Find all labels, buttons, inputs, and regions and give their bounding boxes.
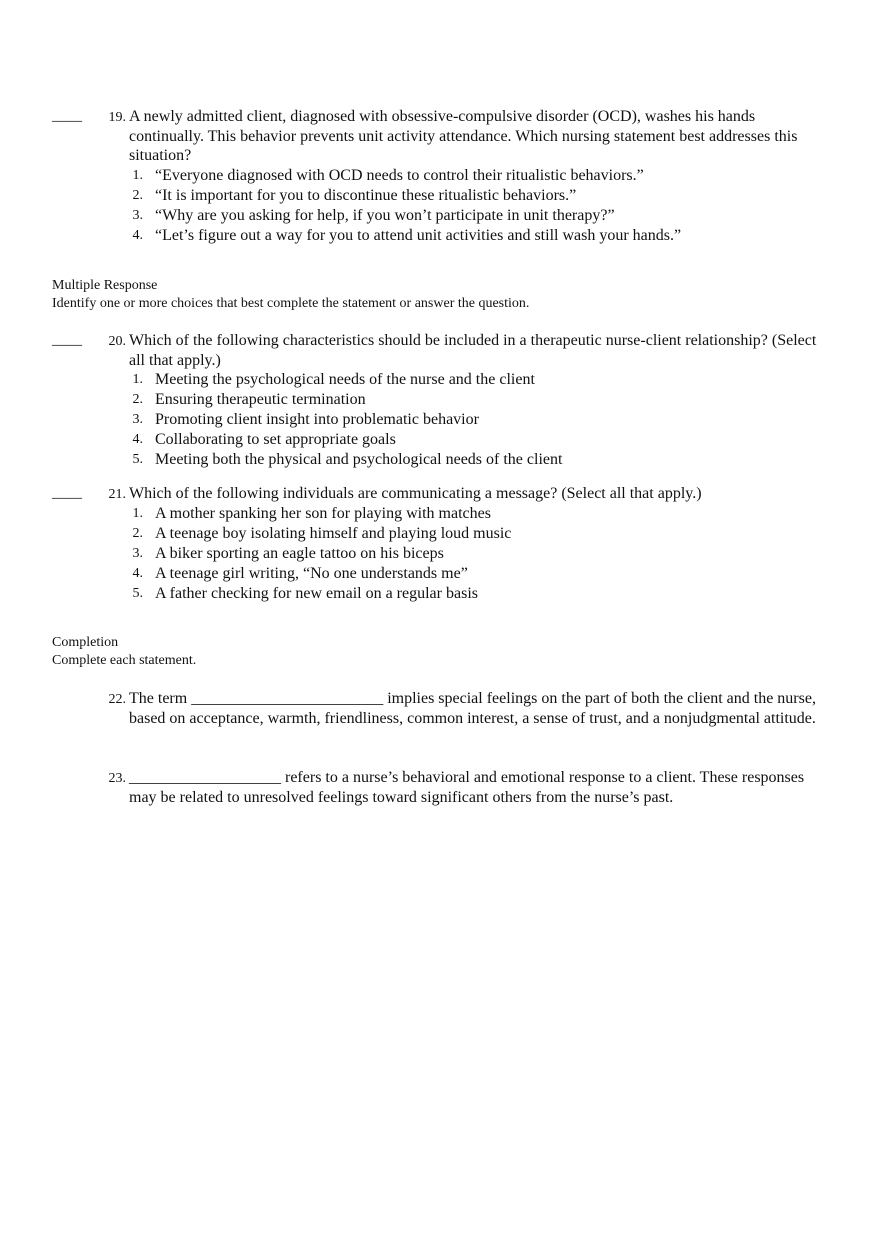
option-item [129, 450, 832, 470]
answer-blank[interactable]: ____ [52, 485, 82, 501]
option-item [129, 186, 832, 206]
option-number: 2. [132, 392, 143, 407]
option-item [129, 584, 832, 604]
option-number: 3. [132, 412, 143, 427]
option-item [129, 524, 832, 544]
option-number: 3. [132, 207, 143, 223]
completion-statement: ___________________ refers to a nurse’s behavioral and emotional response to a client. These responses may be related to unresolved feelings toward significant others from the nurse’s past. [129, 769, 809, 806]
option-number: 1. [132, 505, 143, 521]
option-number: 4. [132, 432, 143, 447]
option-number: 1. [132, 372, 143, 387]
option-text: Ensuring therapeutic termination [155, 391, 366, 408]
option-item [129, 430, 832, 450]
option-text: “Let’s figure out a way for you to attend unit activities and still wash your hands.” [155, 226, 682, 244]
question-number: 23. [108, 771, 126, 786]
completion-statement: The term ________________________ implies special feelings on the part of both the client and the nurse, based on acceptance, warmth, friendliness, common interest, a sense of trust, and a nonjudgmental attitude. [129, 690, 820, 727]
option-item [129, 370, 832, 390]
question-number: 22. [108, 692, 126, 707]
question-19 [52, 107, 832, 246]
option-text: “Why are you asking for help, if you won’t participate in unit therapy?” [155, 206, 615, 224]
question-number: 20. [108, 334, 126, 349]
section-instruction: Identify one or more choices that best complete the statement or answer the question. [52, 296, 530, 311]
question-stem: Which of the following characteristics should be included in a therapeutic nurse-client relationship? (Select all that apply.) [129, 332, 817, 369]
question-stem: A newly admitted client, diagnosed with obsessive-compulsive disorder (OCD), washes his hands continually. This behavior prevents unit activity attendance. Which nursing statement best addresses this situation? [129, 108, 798, 164]
question-21 [52, 484, 832, 604]
option-text: Promoting client insight into problematic behavior [155, 411, 479, 428]
option-item [129, 564, 832, 584]
option-number: 5. [132, 585, 143, 601]
question-number: 19. [108, 110, 126, 125]
question-23 [52, 768, 832, 807]
question-20 [52, 331, 832, 470]
option-text: A teenage girl writing, “No one understands me” [155, 564, 468, 582]
option-item [129, 504, 832, 524]
section-multiple-response [52, 277, 529, 313]
option-text: A teenage boy isolating himself and playing loud music [155, 524, 512, 542]
option-text: A mother spanking her son for playing with matches [155, 504, 491, 522]
option-text: “Everyone diagnosed with OCD needs to control their ritualistic behaviors.” [155, 166, 644, 184]
option-text: Meeting both the physical and psychological needs of the client [155, 451, 563, 468]
question-22 [52, 689, 832, 728]
option-text: Meeting the psychological needs of the nurse and the client [155, 371, 535, 388]
option-number: 1. [132, 167, 143, 183]
option-text: Collaborating to set appropriate goals [155, 431, 396, 448]
section-heading: Multiple Response [52, 278, 158, 293]
option-list [129, 370, 832, 470]
option-number: 3. [132, 545, 143, 561]
question-stem: Which of the following individuals are communicating a message? (Select all that apply.) [129, 485, 702, 502]
option-text: “It is important for you to discontinue these ritualistic behaviors.” [155, 186, 577, 204]
question-number: 21. [108, 487, 126, 502]
option-number: 4. [132, 227, 143, 243]
answer-blank[interactable]: ____ [52, 332, 82, 348]
option-list [129, 166, 832, 246]
section-completion [52, 634, 196, 670]
option-text: A father checking for new email on a regular basis [155, 584, 478, 602]
option-text: A biker sporting an eagle tattoo on his biceps [155, 544, 444, 562]
option-number: 2. [132, 525, 143, 541]
option-item [129, 226, 832, 246]
option-item [129, 544, 832, 564]
option-item [129, 206, 832, 226]
option-number: 4. [132, 565, 143, 581]
section-instruction: Complete each statement. [52, 653, 197, 668]
option-item [129, 410, 832, 430]
option-item [129, 166, 832, 186]
option-list [129, 504, 832, 604]
option-number: 5. [132, 452, 143, 467]
section-heading: Completion [52, 635, 119, 650]
option-number: 2. [132, 187, 143, 203]
option-item [129, 390, 832, 410]
answer-blank[interactable]: ____ [52, 108, 82, 124]
